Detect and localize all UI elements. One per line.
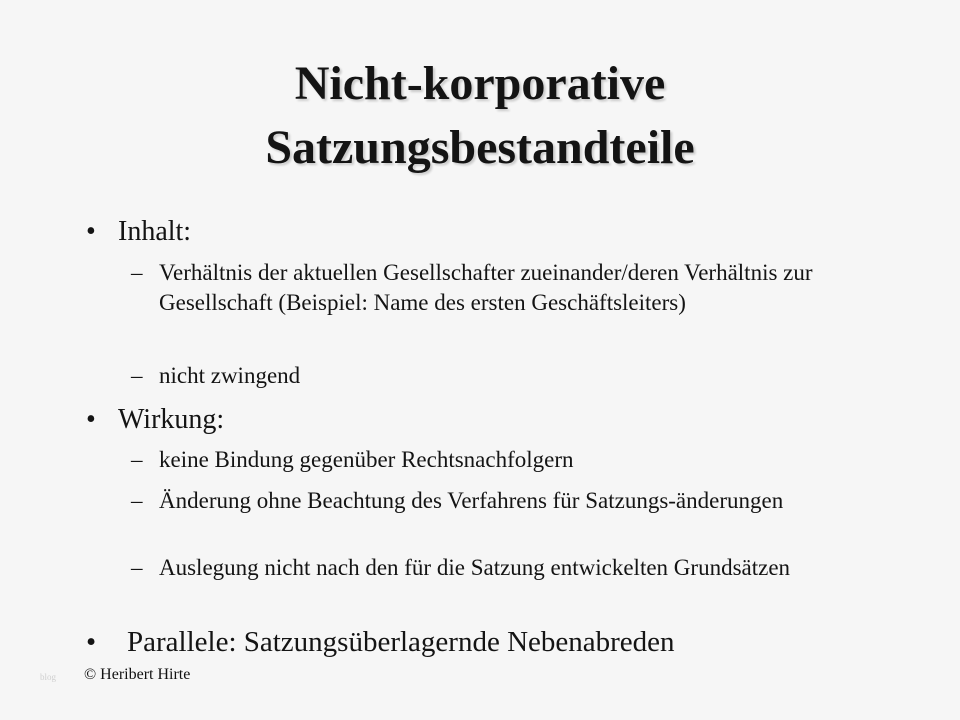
sub-item: [131, 361, 849, 391]
bullet-inhalt: [86, 216, 192, 248]
sub-item: [131, 258, 849, 318]
sub-item: [131, 445, 849, 475]
footer-watermark: blog: [40, 672, 57, 682]
bullet-wirkung: [86, 404, 225, 436]
sub-item: [131, 486, 839, 516]
sub-dash: –: [131, 555, 143, 580]
bullet-dot: •: [86, 404, 96, 435]
bullet-label: Wirkung:: [118, 404, 225, 435]
bullet-label: Inhalt:: [118, 216, 192, 247]
footer-copyright: © Heribert Hirte: [84, 666, 191, 683]
slide-title-line-2: Satzungsbestandteile: [265, 121, 695, 174]
sub-item-text: nicht zwingend: [159, 363, 301, 388]
bullet-dot: •: [86, 626, 97, 658]
bullet-dot: •: [86, 216, 96, 247]
sub-item-text: Verhältnis der aktuellen Gesellschafter zueinander/deren Verhältnis zur Gesellschaft (Beispiel: Name des ersten Geschäftsleiters): [159, 260, 813, 315]
slide-title-line-1: Nicht-korporative: [294, 57, 666, 110]
bullet-label: Parallele: Satzungsüberlagernde Nebenabreden: [127, 626, 675, 658]
bullet-parallele: [86, 626, 675, 658]
sub-item-text: keine Bindung gegenüber Rechtsnachfolgern: [159, 447, 574, 472]
sub-item: [131, 553, 849, 583]
sub-item-text: Auslegung nicht nach den für die Satzung entwickelten Grundsätzen: [159, 555, 791, 580]
sub-dash: –: [131, 363, 143, 388]
sub-dash: –: [131, 488, 143, 513]
sub-dash: –: [131, 260, 143, 285]
slide-title: [0, 52, 960, 180]
sub-item-text: Änderung ohne Beachtung des Verfahrens für Satzungs-änderungen: [159, 488, 784, 513]
sub-dash: –: [131, 447, 143, 472]
